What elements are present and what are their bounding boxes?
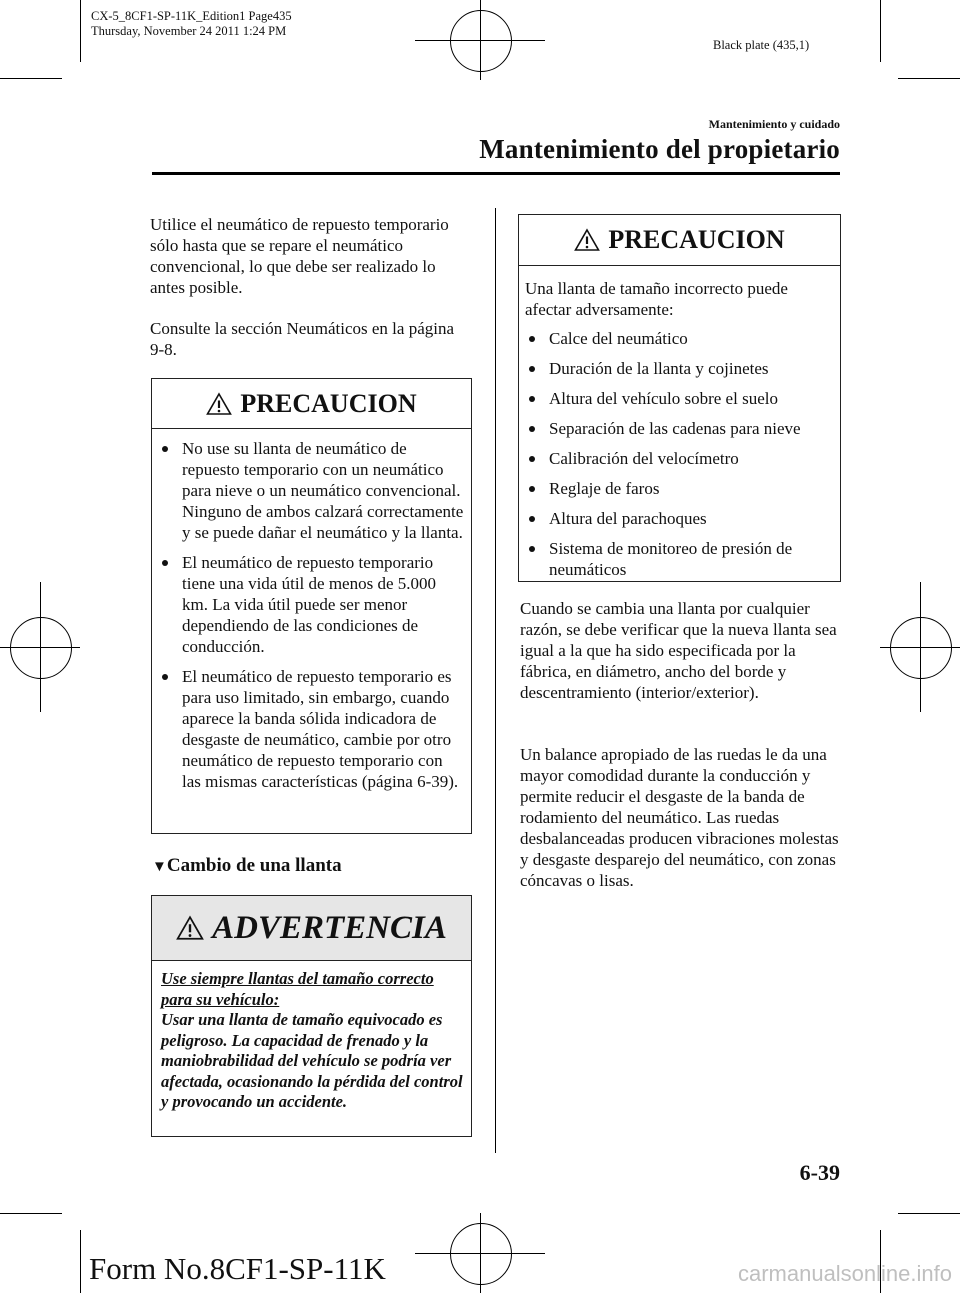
- list-item: Reglaje de faros: [519, 478, 836, 499]
- crop-mark: [80, 0, 81, 62]
- warning-triangle-icon: [206, 392, 232, 416]
- warning-text: Usar una llanta de tamaño equivocado es peligroso. La capacidad de frenado y la maniobrabilidad del vehículo se podría ver afectada, ocasionando la pérdida del control y provocando un accidente.: [161, 1010, 463, 1111]
- warning-body: [152, 961, 471, 1123]
- watermark: carmanualsonline.info: [737, 1261, 952, 1286]
- caution-list: [152, 429, 471, 792]
- paragraph: Consulte la sección Neumáticos en la página 9-8.: [150, 319, 455, 359]
- registration-target-icon: [450, 1223, 512, 1285]
- crop-mark: [898, 78, 960, 79]
- caution-box: [151, 378, 472, 834]
- page-title: Mantenimiento del propietario: [479, 134, 840, 164]
- list-item: El neumático de repuesto temporario es para uso limitado, sin embargo, cuando aparece la banda sólida indicadora de desgaste de neumático, cambie por otro neumático de repuesto temporario con las mismas características (página 6-39).: [152, 666, 465, 792]
- caution-title: PRECAUCION: [608, 225, 785, 254]
- crop-mark: [80, 1230, 81, 1293]
- crop-mark: [898, 1213, 960, 1214]
- warning-triangle-icon: [574, 228, 600, 252]
- page-number: 6-39: [799, 1160, 840, 1185]
- warning-triangle-icon: [176, 915, 204, 941]
- registration-target-icon: [450, 10, 512, 72]
- list-item: Sistema de monitoreo de presión de neumáticos: [519, 538, 836, 580]
- column-divider: [495, 208, 496, 1153]
- registration-target-icon: [10, 617, 72, 679]
- crop-mark: [880, 0, 881, 62]
- plate-label: Black plate (435,1): [713, 38, 810, 52]
- file-line: CX-5_8CF1-SP-11K_Edition1 Page435: [91, 9, 292, 23]
- section-label: Mantenimiento y cuidado: [708, 117, 840, 131]
- list-item: El neumático de repuesto temporario tiene una vida útil de menos de 5.000 km. La vida útil puede ser menor dependiendo de las condiciones de conducción.: [152, 552, 465, 657]
- list-item: Calibración del velocímetro: [519, 448, 836, 469]
- subheading: [152, 855, 342, 877]
- paragraph: Cuando se cambia una llanta por cualquier razón, se debe verificar que la nueva llanta sea igual a la que ha sido especificada por la fábrica, en diámetro, ancho del borde y descentramiento (interior/exterior).: [520, 599, 837, 702]
- list-item: Separación de las cadenas para nieve: [519, 418, 836, 439]
- crop-mark: [480, 0, 481, 80]
- list-item: Calce del neumático: [519, 328, 836, 349]
- paragraph: Utilice el neumático de repuesto temporario sólo hasta que se repare el neumático convencional, lo que debe ser realizado lo antes posible.: [150, 215, 449, 297]
- list-item: Altura del vehículo sobre el suelo: [519, 388, 836, 409]
- list-item: Duración de la llanta y cojinetes: [519, 358, 836, 379]
- crop-mark: [0, 1213, 62, 1214]
- caution-list: [519, 328, 840, 580]
- paragraph: Un balance apropiado de las ruedas le da una mayor comodidad durante la conducción y permite reducir el desgaste de la banda de rodamiento del neumático. Las ruedas desbalanceadas producen vibraciones molestas y desgaste desparejo del neumático, con zonas cóncavas o lisas.: [520, 745, 839, 890]
- header-rule: [152, 172, 840, 175]
- crop-mark: [920, 582, 921, 712]
- registration-target-icon: [890, 617, 952, 679]
- list-item: Altura del parachoques: [519, 508, 836, 529]
- file-info: [91, 9, 292, 39]
- warning-underlined-text: Use siempre llantas del tamaño correcto para su vehículo:: [161, 969, 434, 1009]
- caution-header: [519, 215, 840, 266]
- crop-mark: [40, 582, 41, 712]
- warning-title: ADVERTENCIA: [212, 909, 447, 946]
- warning-header: [152, 896, 471, 961]
- date-line: Thursday, November 24 2011 1:24 PM: [91, 24, 287, 38]
- caution-title: PRECAUCION: [240, 388, 417, 418]
- warning-box: [151, 895, 472, 1137]
- triangle-down-icon: ▼: [152, 859, 167, 875]
- list-item: No use su llanta de neumático de repuesto temporario con un neumático para nieve o un neumático convencional. Ninguno de ambos calzará correctamente y se puede dañar el neumático y la llanta.: [152, 438, 465, 543]
- caution-box: [518, 214, 841, 582]
- form-number: Form No.8CF1-SP-11K: [89, 1251, 386, 1286]
- crop-mark: [480, 1213, 481, 1293]
- subheading-text: Cambio de una llanta: [166, 855, 342, 876]
- crop-mark: [0, 78, 62, 79]
- caution-intro: Una llanta de tamaño incorrecto puede afectar adversamente:: [525, 279, 788, 319]
- caution-header: [152, 379, 471, 429]
